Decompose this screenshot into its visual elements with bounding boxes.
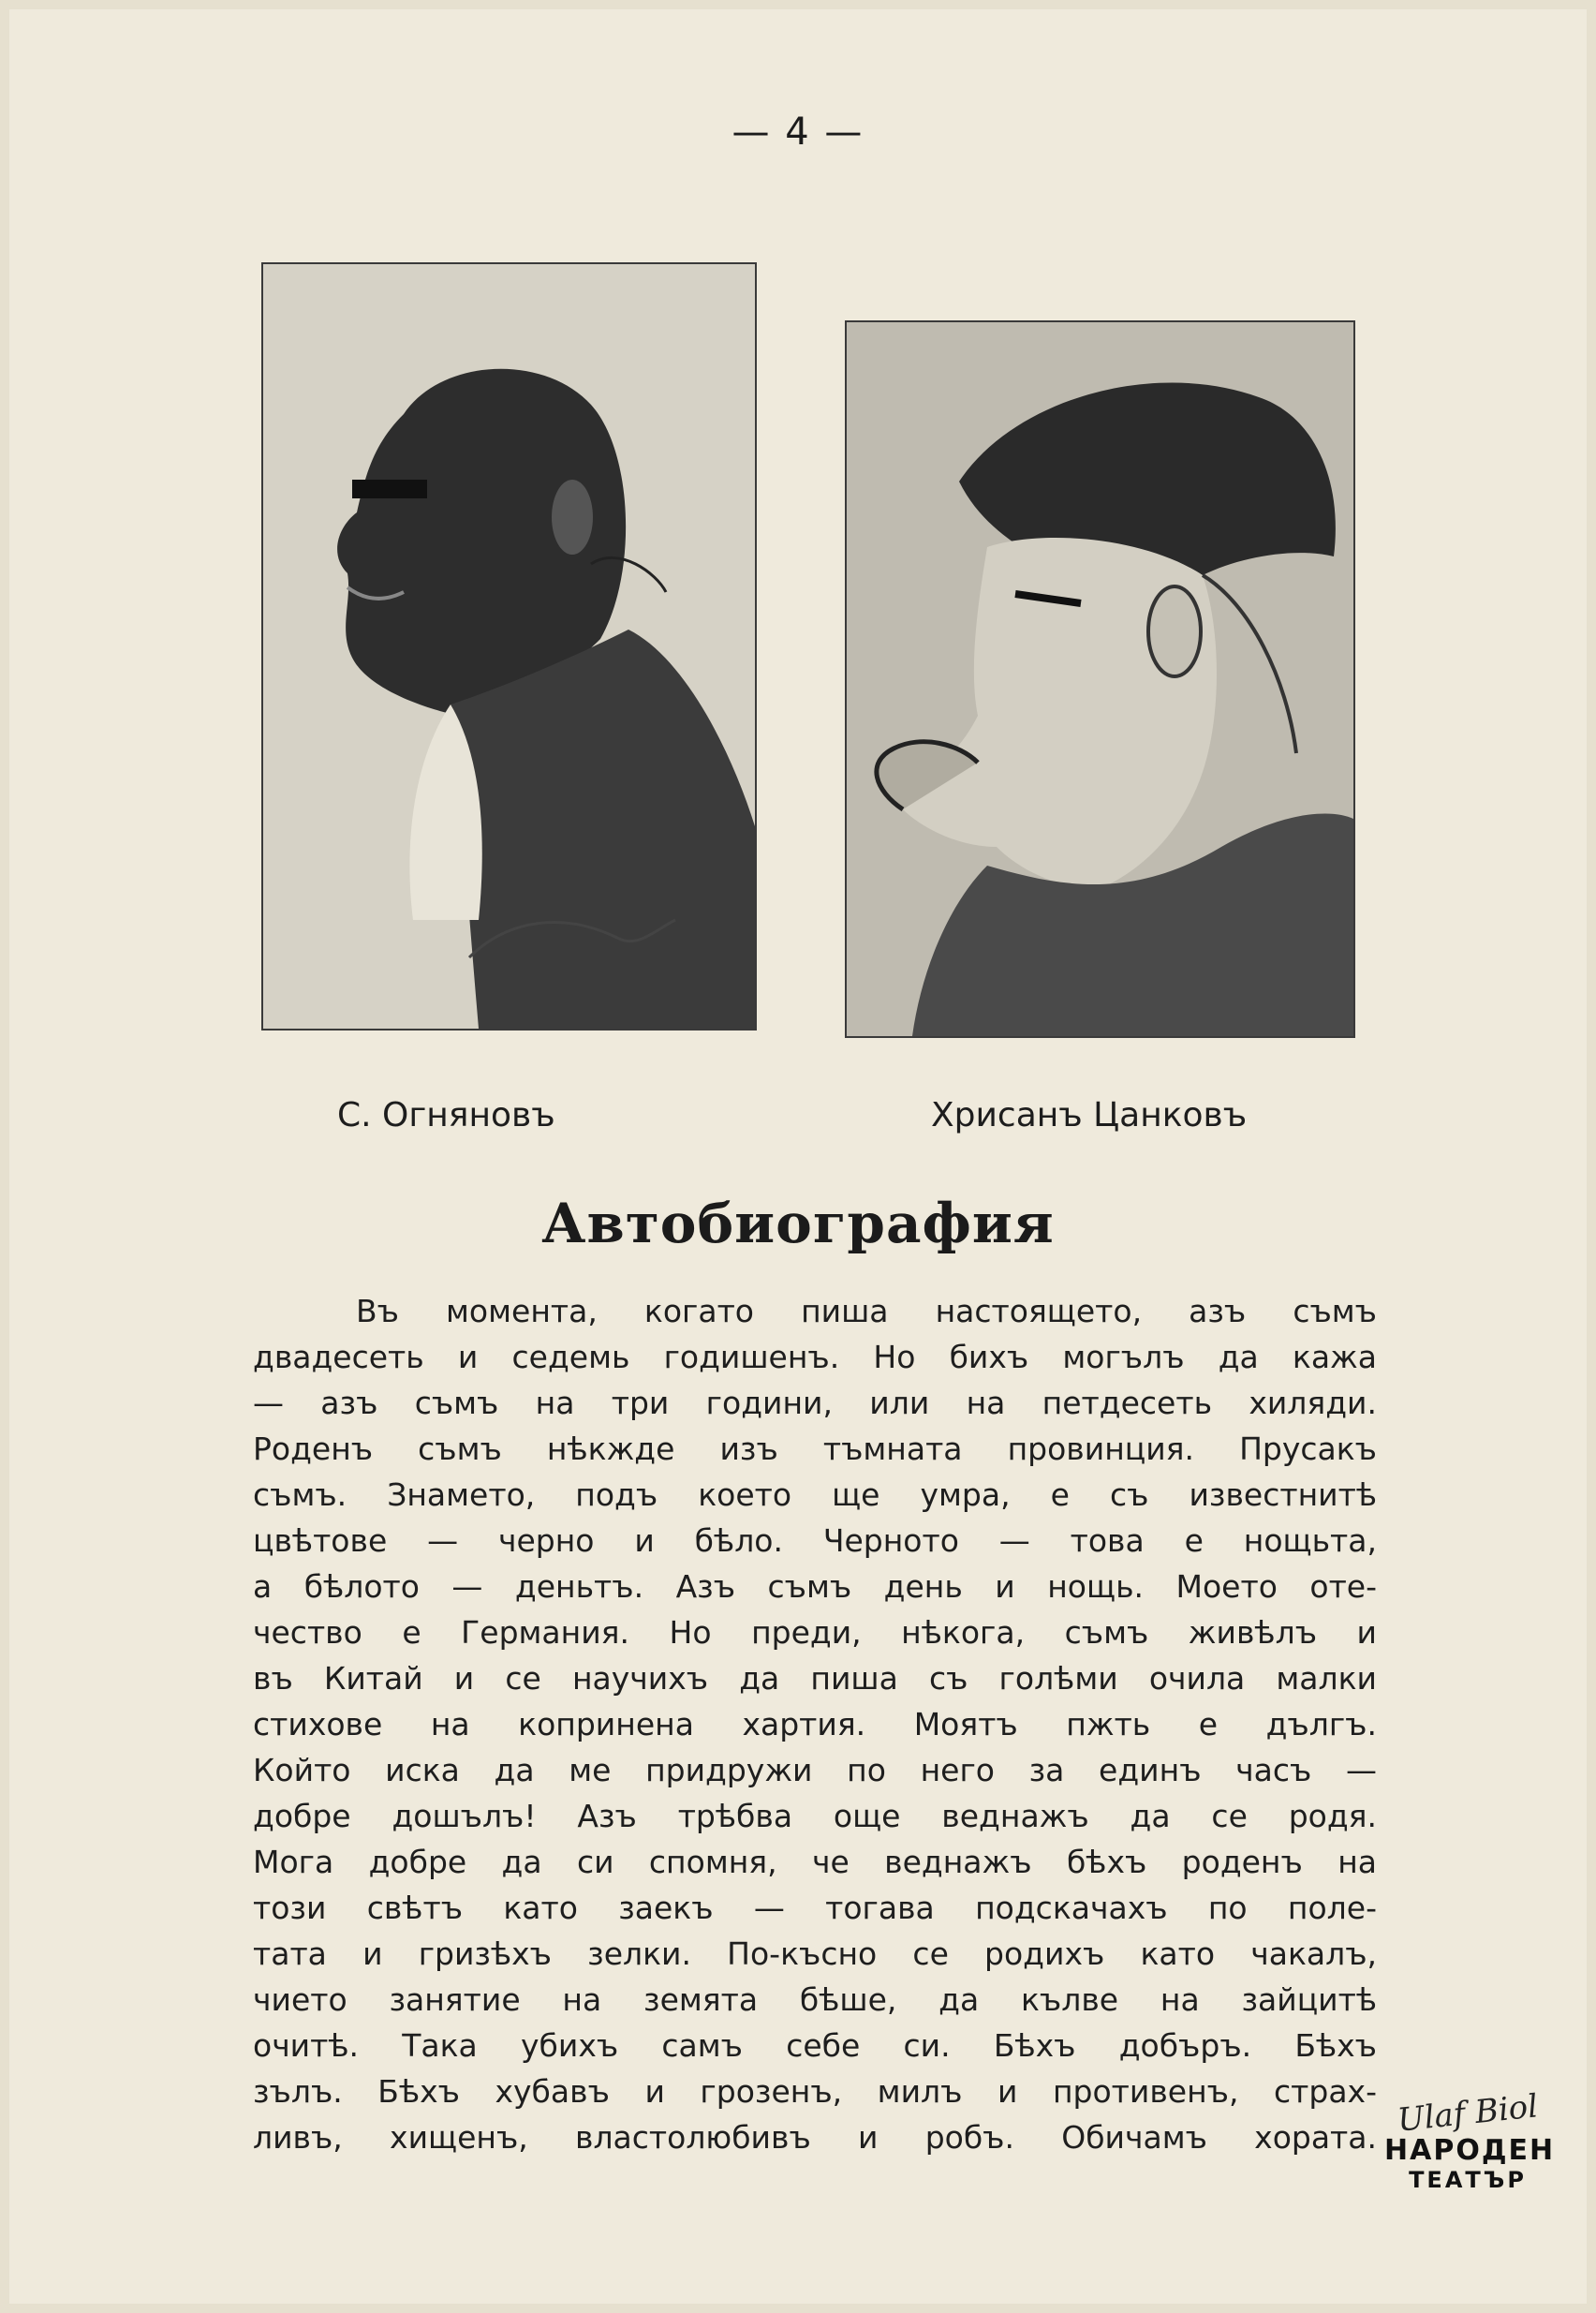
body-line: съмъ. Знамето, подъ което ще умра, е съ известнитѣ bbox=[253, 1476, 1377, 1513]
body-line: двадесеть и седемь годишенъ. Но бихъ могълъ да кажа bbox=[253, 1339, 1377, 1375]
body-line: ливъ, хищенъ, властолюбивъ и робъ. Обичамъ хората. bbox=[253, 2119, 1377, 2156]
body-line: — азъ съмъ на три години, или на петдесеть хиляди. bbox=[253, 1385, 1377, 1421]
portrait-ognyanov bbox=[261, 262, 757, 1030]
body-line: тата и гризѣхъ зелки. По-късно се родихъ като чакалъ, bbox=[253, 1935, 1377, 1972]
body-line: въ Китай и се научихъ да пиша съ голѣми очила малки bbox=[253, 1660, 1377, 1697]
body-line: Роденъ съмъ нѣкжде изъ тъмната провинция. Прусакъ bbox=[253, 1431, 1377, 1467]
theatre-stamp bbox=[1384, 2087, 1556, 2222]
page-number: — 4 — bbox=[732, 111, 864, 154]
portrait-tsankov bbox=[845, 320, 1355, 1038]
body-line: добре дошълъ! Азъ трѣбва още веднажъ да се родя. bbox=[253, 1798, 1377, 1834]
body-line: този свѣтъ като заекъ — тогава подскачахъ по поле- bbox=[253, 1890, 1377, 1926]
body-line: очитѣ. Така убихъ самъ себе си. Бѣхъ добъръ. Бѣхъ bbox=[253, 2027, 1377, 2064]
stamp-line-2: ТЕАТЪР bbox=[1409, 2167, 1527, 2193]
body-line: а бѣлото — деньтъ. Азъ съмъ день и нощь. Моето оте- bbox=[253, 1568, 1377, 1605]
caption-ognyanov: С. Огняновъ bbox=[337, 1096, 555, 1134]
stamp-line-1: НАРОДЕН bbox=[1384, 2134, 1556, 2167]
body-line: цвѣтове — черно и бѣло. Черното — това е нощьта, bbox=[253, 1522, 1377, 1559]
article-title: Автобиография bbox=[541, 1192, 1055, 1255]
body-line: Въ момента, когато пиша настоящето, азъ съмъ bbox=[356, 1293, 1377, 1329]
body-line: чество е Германия. Но преди, нѣкога, съмъ живѣлъ и bbox=[253, 1614, 1377, 1651]
caricature-tsankov-drawing bbox=[847, 322, 1353, 1036]
body-line: чието занятие на земята бѣше, да кълве на зайцитѣ bbox=[253, 1981, 1377, 2018]
stamp-signature: Ulaf Biol bbox=[1396, 2087, 1540, 2140]
body-line: стихове на копринена хартия. Моятъ пжть е дългъ. bbox=[253, 1706, 1377, 1742]
article-body bbox=[253, 1288, 1377, 2160]
body-line: зълъ. Бѣхъ хубавъ и грозенъ, милъ и противенъ, страх- bbox=[253, 2073, 1377, 2110]
caricature-ognyanov-drawing bbox=[263, 264, 755, 1029]
body-line: Който иска да ме придружи по него за единъ часъ — bbox=[253, 1752, 1377, 1788]
caption-tsankov: Хрисанъ Цанковъ bbox=[931, 1096, 1248, 1134]
body-line: Мога добре да си спомня, че веднажъ бѣхъ роденъ на bbox=[253, 1844, 1377, 1880]
